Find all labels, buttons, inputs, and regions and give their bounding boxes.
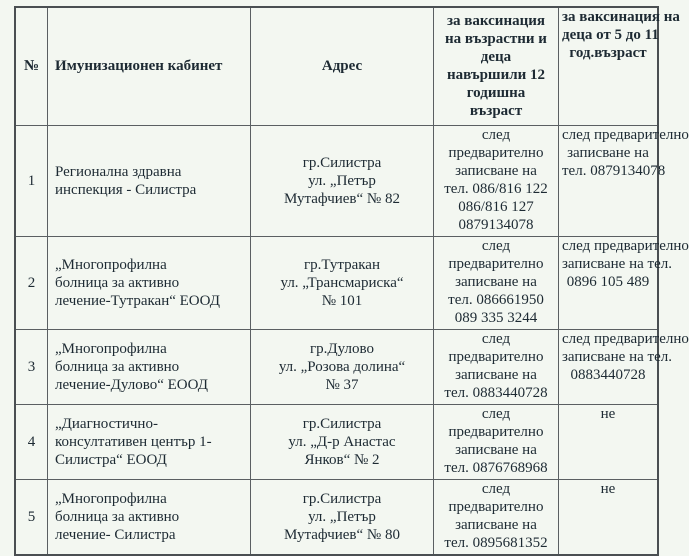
- table-row: [15, 404, 658, 479]
- adults-info: [434, 125, 559, 236]
- address: [251, 125, 434, 236]
- header-address: Адрес: [251, 7, 434, 125]
- address-line: Мутафчиев“ № 82: [284, 190, 400, 207]
- adults-line: записване на: [455, 162, 537, 179]
- table-row: [15, 125, 658, 236]
- cabinet-line: Регионална здравна: [55, 163, 182, 180]
- table-row: [15, 329, 658, 404]
- row-number: 5: [15, 479, 48, 555]
- address-line: ул. „Трансмариска“: [280, 274, 404, 291]
- header-kids-line: деца от 5 до 11: [562, 27, 659, 43]
- kids-info: [559, 404, 659, 479]
- address: [251, 236, 434, 329]
- adults-info: [434, 236, 559, 329]
- address-line: № 101: [321, 292, 363, 309]
- adults-line: след: [481, 405, 511, 422]
- header-adults-line: деца: [480, 49, 512, 66]
- adults-line: тел. 086/816 122: [444, 180, 548, 197]
- row-number: 1: [15, 125, 48, 236]
- adults-line: 089 335 3244: [454, 309, 538, 326]
- kids-line: след предварително: [562, 330, 689, 347]
- cabinet-line: лечение-Тутракан“ ЕООД: [55, 292, 220, 309]
- cabinet-line: „Многопрофилна: [55, 340, 167, 357]
- cabinet-name: [48, 125, 251, 236]
- address-line: гр.Силистра: [302, 154, 382, 171]
- cabinet-line: болница за активно: [55, 274, 180, 291]
- kids-line: тел. 0879134078: [562, 162, 666, 179]
- address-line: гр.Дулово: [310, 340, 374, 357]
- adults-line: тел. 0895681352: [444, 534, 548, 551]
- address-line: гр.Тутракан: [304, 256, 380, 273]
- kids-line: след предварително: [562, 237, 689, 254]
- kids-line: 0896 105 489: [566, 273, 650, 290]
- address-line: ул. „Д-р Анастас: [288, 433, 396, 450]
- cabinet-line: инспекция - Силистра: [55, 181, 197, 198]
- header-adults-line: навършили 12: [446, 67, 546, 84]
- header-adults-line: възраст: [469, 103, 523, 120]
- adults-line: предварително: [448, 348, 544, 365]
- address-line: гр.Силистра: [302, 415, 382, 432]
- adults-line: след: [481, 237, 511, 254]
- header-adults: [434, 7, 559, 125]
- adults-line: записване на: [455, 273, 537, 290]
- header-adults-line: годишна: [466, 85, 526, 102]
- immunization-table: [14, 6, 689, 556]
- cabinet-line: болница за активно: [55, 358, 180, 375]
- address-line: ул. „Розова долина“: [278, 358, 406, 375]
- address-line: ул. „Петър: [308, 172, 376, 189]
- header-no: №: [15, 7, 48, 125]
- header-adults-line: на възрастни и: [445, 31, 547, 48]
- address: [251, 329, 434, 404]
- adults-line: тел. 0883440728: [444, 384, 548, 401]
- address-line: Янков“ № 2: [304, 451, 380, 468]
- adults-line: след: [481, 480, 511, 497]
- address-line: № 37: [325, 376, 359, 393]
- kids-line: записване на тел.: [562, 255, 672, 272]
- table-row: [15, 236, 658, 329]
- address-line: ул. „Петър: [308, 508, 376, 525]
- adults-line: след: [481, 126, 511, 143]
- kids-line: 0883440728: [570, 366, 646, 383]
- kids-info: [559, 329, 689, 404]
- adults-line: 086/816 127: [458, 198, 534, 215]
- kids-line: не: [600, 480, 616, 497]
- cabinet-line: „Диагностично-: [55, 415, 158, 432]
- table-row: [15, 479, 658, 555]
- address: [251, 404, 434, 479]
- header-kids-line: за ваксинация на: [562, 9, 680, 25]
- kids-line: не: [600, 405, 616, 422]
- cabinet-name: [48, 329, 251, 404]
- cabinet-line: лечение-Дулово“ ЕООД: [55, 376, 208, 393]
- adults-line: тел. 086661950: [448, 291, 544, 308]
- kids-line: записване на: [567, 144, 649, 161]
- table-header-row: [15, 7, 658, 125]
- kids-line: след предварително: [562, 126, 689, 143]
- adults-line: след: [481, 330, 511, 347]
- cabinet-line: Силистра“ ЕООД: [55, 451, 167, 468]
- adults-line: предварително: [448, 144, 544, 161]
- cabinet-line: лечение- Силистра: [55, 526, 176, 543]
- cabinet-line: консултативен център 1-: [55, 433, 212, 450]
- kids-info: [559, 479, 659, 555]
- address: [251, 479, 434, 555]
- header-kids-line: год.възраст: [569, 45, 647, 61]
- cabinet-line: болница за активно: [55, 508, 180, 525]
- cabinet-line: „Многопрофилна: [55, 490, 167, 507]
- adults-line: тел. 0876768968: [444, 459, 548, 476]
- adults-line: предварително: [448, 423, 544, 440]
- header-adults-line: за ваксинация: [447, 13, 545, 30]
- row-number: 2: [15, 236, 48, 329]
- adults-line: предварително: [448, 498, 544, 515]
- row-number: 4: [15, 404, 48, 479]
- cabinet-name: [48, 404, 251, 479]
- address-line: гр.Силистра: [302, 490, 382, 507]
- adults-line: записване на: [455, 366, 537, 383]
- adults-info: [434, 479, 559, 555]
- address-line: Мутафчиев“ № 80: [284, 526, 400, 543]
- kids-info: [559, 236, 689, 329]
- adults-line: предварително: [448, 255, 544, 272]
- adults-line: записване на: [455, 441, 537, 458]
- row-number: 3: [15, 329, 48, 404]
- cabinet-line: „Многопрофилна: [55, 256, 167, 273]
- header-kids: [559, 7, 680, 125]
- adults-line: записване на: [455, 516, 537, 533]
- adults-info: [434, 329, 559, 404]
- header-cabinet: Имунизационен кабинет: [48, 7, 251, 125]
- adults-line: 0879134078: [458, 216, 534, 233]
- adults-info: [434, 404, 559, 479]
- cabinet-name: [48, 479, 251, 555]
- kids-info: [559, 125, 689, 236]
- kids-line: записване на тел.: [562, 348, 672, 365]
- cabinet-name: [48, 236, 251, 329]
